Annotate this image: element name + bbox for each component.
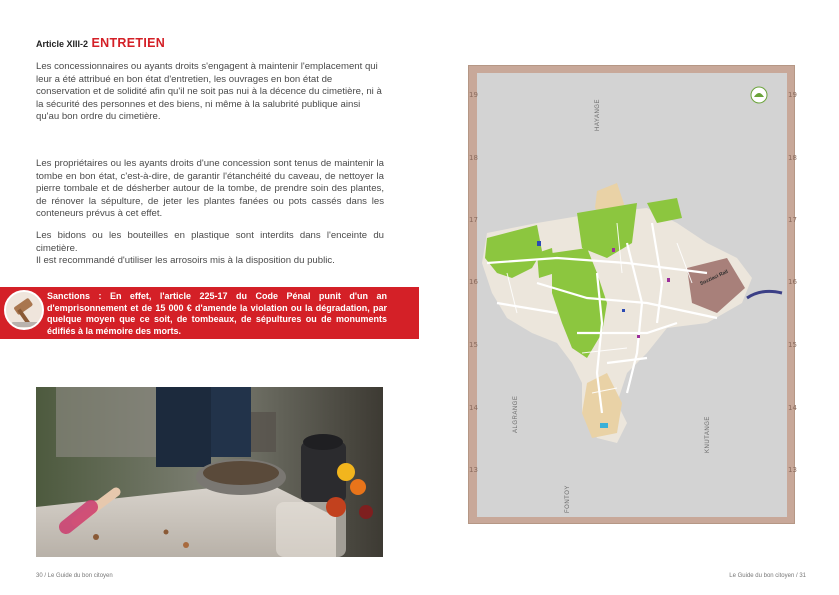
grave-cleaning-photo — [36, 387, 383, 557]
article-heading — [36, 36, 165, 50]
map-label-knutange: KNUTANGE — [705, 416, 711, 453]
map-label-algrange: ALGRANGE — [513, 395, 519, 433]
grid-label: 19 — [469, 91, 478, 99]
article-number: Article XIII-2 — [36, 39, 89, 49]
map-label-hayange: HAYANGE — [595, 99, 601, 131]
paragraph-maintenance: Les concessionnaires ou ayants droits s'engagent à maintenir l'emplacement qui leur a été attribué en bon état d'entretien, les ouvrages en bon état de conservation et de solidité afin qu'il ne soit pas nui à la décence du cimetière, ni à la sécurité des personnes et des biens, ni même à la salubrité publique ainsi qu'au bon ordre du cimetière. — [36, 61, 382, 123]
right-page — [420, 0, 839, 595]
page-footer-right: Le Guide du bon citoyen / 31 — [729, 573, 806, 579]
grid-label: 18 — [469, 154, 478, 162]
paragraph-watering-cans: Il est recommandé d'utiliser les arrosoirs mis à la disposition du public. — [36, 255, 335, 266]
grid-label: 19 — [788, 91, 797, 99]
grid-label: 16 — [788, 278, 797, 286]
grid-label: 13 — [788, 466, 797, 474]
grid-label: 14 — [469, 404, 478, 412]
grid-label: 14 — [788, 404, 797, 412]
sanctions-box — [0, 287, 419, 339]
grid-label: 15 — [469, 341, 478, 349]
cemetery-map-frame — [468, 65, 795, 524]
cemetery-map — [477, 73, 787, 517]
grid-label: 15 — [788, 341, 797, 349]
grid-label: 17 — [788, 216, 797, 224]
paragraph-plastic-ban: Les bidons ou les bouteilles en plastique sont interdits dans l'enceinte du cimetière. — [36, 230, 384, 254]
map-label-fontoy: FONTOY — [565, 485, 571, 513]
grid-label: 18 — [788, 154, 797, 162]
sanctions-text: Sanctions : En effet, l'article 225-17 du Code Pénal punit d'un an d'emprisonnement et de 15 000 € d'amende la violation ou la dégradation, par quelque moyen que ce soit, de tombeaux, de sépultures ou de monuments édifiés à la mémoire des morts. — [47, 291, 387, 336]
page-footer-left: 30 / Le Guide du bon citoyen — [36, 573, 113, 579]
grid-label: 13 — [469, 466, 478, 474]
grid-label: 17 — [469, 216, 478, 224]
grid-label: 16 — [469, 278, 478, 286]
article-title: ENTRETIEN — [91, 36, 166, 50]
map-label-factory: Sozziaci Rail — [699, 268, 730, 288]
paragraph-owners-duties: Les propriétaires ou les ayants droits d'une concession sont tenus de maintenir la tombe en bon état, c'est-à-dire, de garantir l'étanchéité du caveau, de nettoyer la pierre tombale et de désherber autour de la tombe, de prendre soin des plantes, de rénover la sépulture, de jeter les plantes fanées ou pots cassés dans les conteneurs prévus à cet effet. — [36, 158, 384, 220]
gavel-icon — [4, 290, 44, 330]
